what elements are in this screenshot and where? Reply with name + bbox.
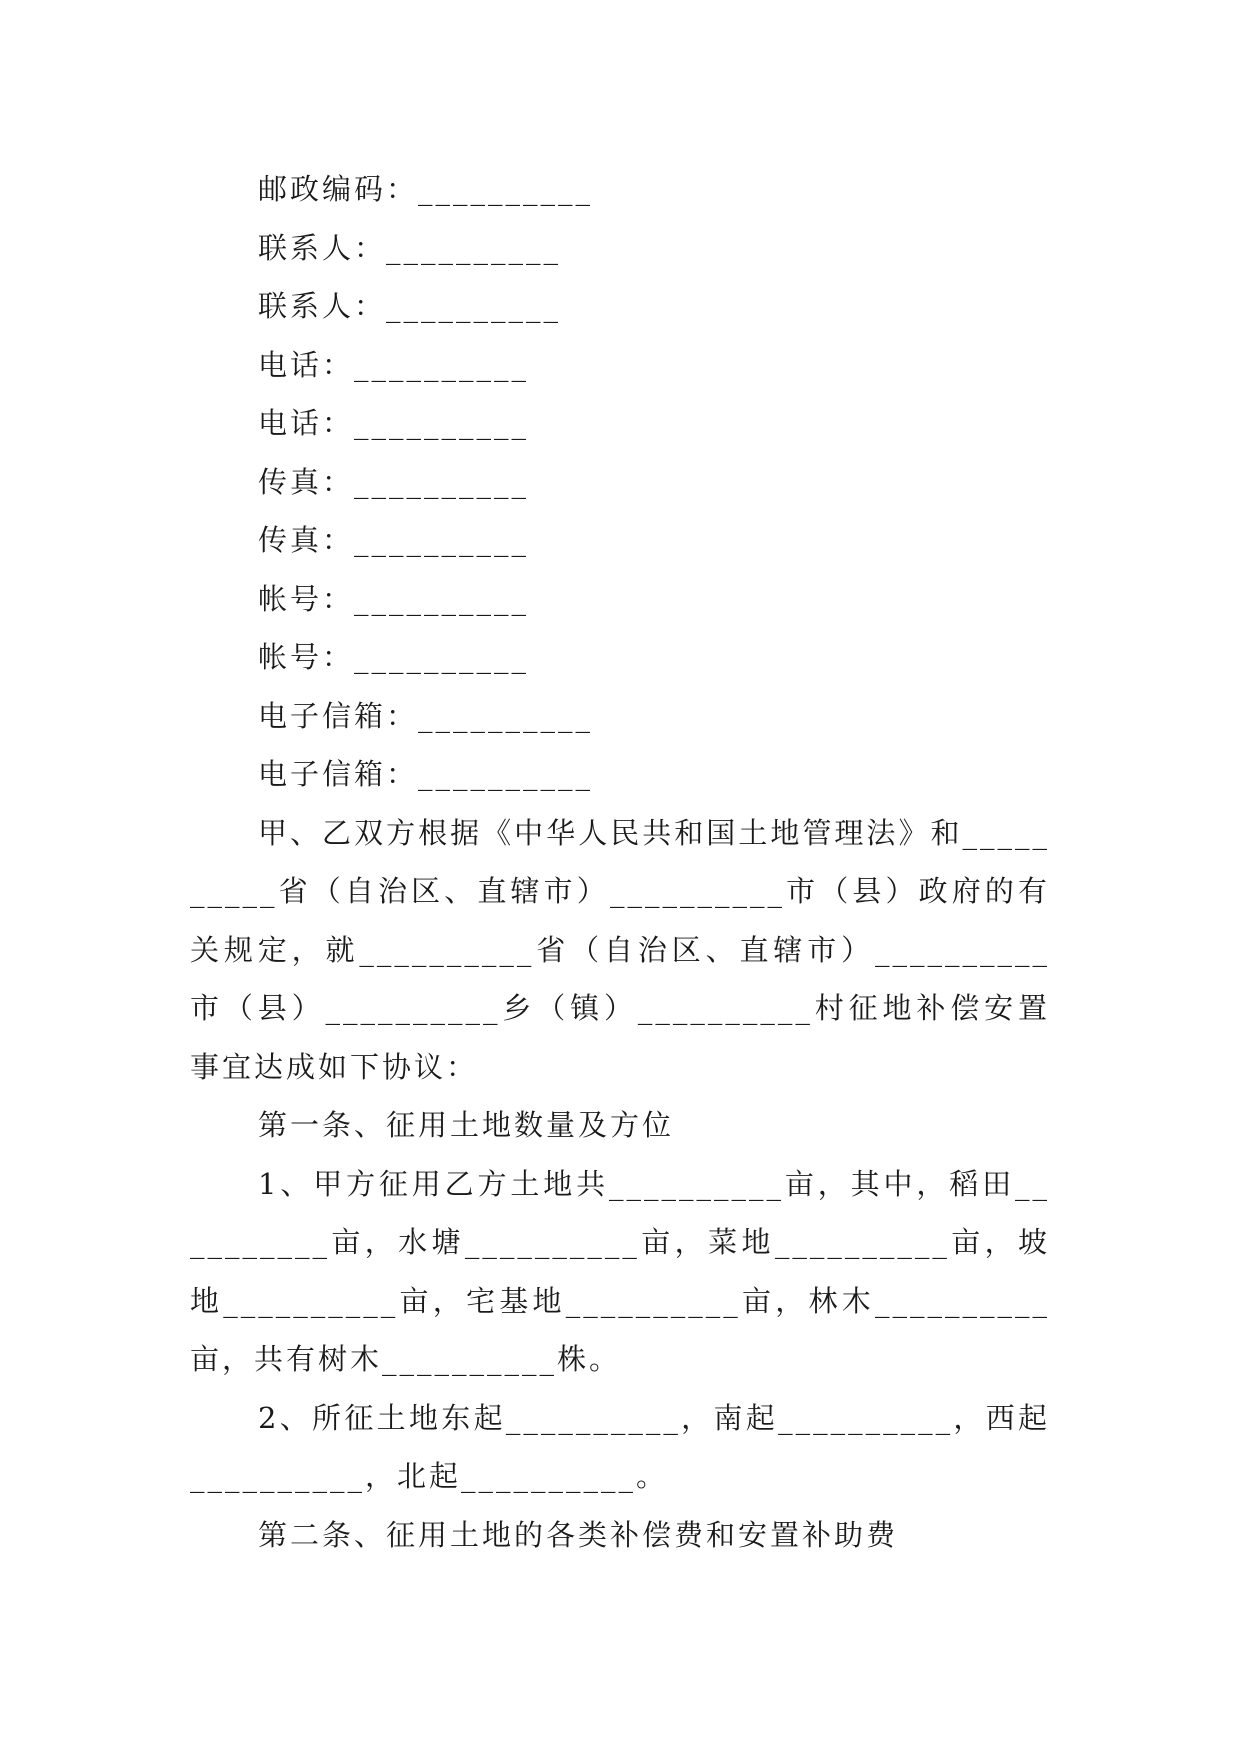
field-label: 帐号： [258, 581, 355, 616]
email-field [190, 687, 1050, 746]
fax-field [190, 511, 1050, 570]
contact-person-field [190, 219, 1050, 278]
account-field [190, 628, 1050, 687]
field-label: 传真： [258, 464, 355, 499]
account-field [190, 570, 1050, 629]
field-blank: __________ [354, 464, 530, 499]
field-label: 帐号： [258, 640, 355, 674]
field-blank: __________ [354, 523, 530, 557]
preamble-paragraph: 甲、乙双方根据《中华人民共和国土地管理法》和__________省（自治区、直辖市）__________市（县）政府的有关规定，就__________省（自治区、直辖市）__________市（县）__________乡（镇）__________村征地补偿安置事宜达成如下协议： [190, 815, 1050, 1084]
field-blank: __________ [386, 230, 562, 265]
phone-field [190, 336, 1050, 395]
fax-field [190, 453, 1050, 512]
postal-code-field [190, 160, 1050, 219]
field-blank: __________ [354, 347, 530, 382]
phone-field [190, 394, 1050, 453]
field-blank: __________ [354, 406, 530, 440]
field-label: 电话： [258, 406, 355, 440]
field-label: 电子信箱： [258, 698, 419, 733]
field-blank: __________ [418, 757, 594, 791]
document-body [190, 160, 1050, 1564]
article-1-item-2: 2、所征土地东起__________，南起__________，西起__________，北起__________。 [190, 1400, 1050, 1493]
field-label: 联系人： [258, 289, 387, 323]
article-1-heading: 第一条、征用土地数量及方位 [258, 1108, 675, 1142]
field-blank: __________ [418, 698, 594, 733]
field-label: 联系人： [258, 230, 387, 265]
contact-person-field [190, 277, 1050, 336]
field-label: 传真： [258, 523, 355, 557]
email-field [190, 745, 1050, 804]
field-blank: __________ [354, 581, 530, 616]
field-label: 电话： [258, 347, 355, 382]
field-blank: __________ [386, 289, 562, 323]
article-2-heading: 第二条、征用土地的各类补偿费和安置补助费 [258, 1517, 899, 1552]
article-1-item-1: 1、甲方征用乙方土地共__________亩，其中，稻田__________亩，水塘__________亩，菜地__________亩，坡地__________亩，宅基地__________亩，林木__________亩，共有树木__________株。 [190, 1166, 1050, 1376]
field-blank: __________ [354, 640, 530, 674]
field-blank: __________ [418, 172, 594, 206]
field-label: 邮政编码： [258, 172, 419, 206]
field-label: 电子信箱： [258, 757, 419, 791]
